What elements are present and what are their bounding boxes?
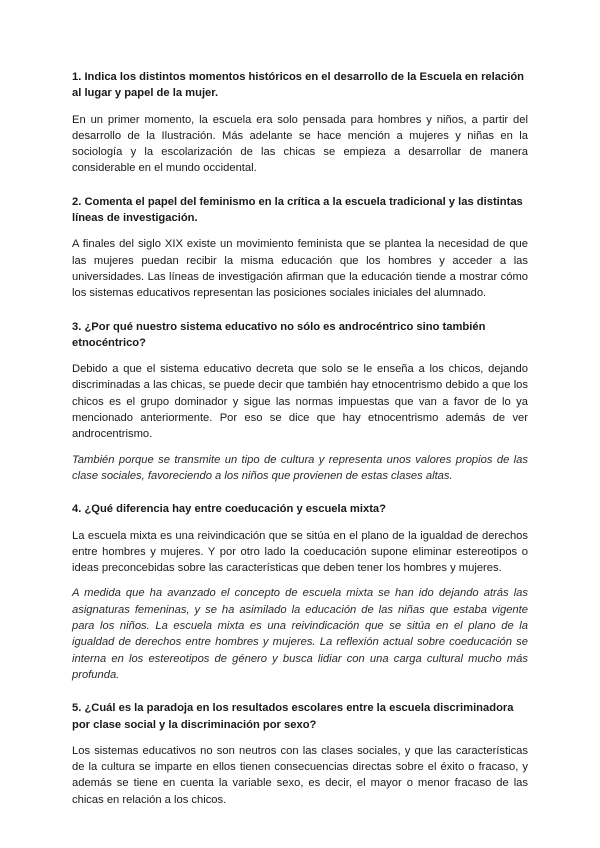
answer-paragraph: A finales del siglo XIX existe un movimiento feminista que se plantea la necesidad de que las mujeres puedan recibir la misma educación que los hombres y acceder a las universidades. Las líneas de investigación afirman que la educación tiende a mostrar cómo los sistemas educativos representan las posiciones sociales iniciales del alumnado.	[72, 238, 528, 300]
section-5	[72, 700, 528, 808]
question-heading: 3. ¿Por qué nuestro sistema educativo no sólo es androcéntrico sino también etnocéntrico?	[72, 320, 486, 349]
section-4	[72, 501, 528, 683]
section-3	[72, 319, 528, 485]
answer-note-italic: A medida que ha avanzado el concepto de escuela mixta se han ido dejando atrás las asignaturas femeninas, y se ha asimilado la educación de las niñas que estaba vigente para los niños. La escuela mixta es una reivindicación que se sitúa en el plano de la igualdad de derechos entre hombres y mujeres. La reflexión actual sobre coeducación se interna en los estereotipos de género y busca lidiar con una carga cultural mucho más profunda.	[72, 587, 528, 681]
question-heading: 2. Comenta el papel del feminismo en la crítica a la escuela tradicional y las distintas líneas de investigación.	[72, 195, 523, 225]
answer-paragraph: La escuela mixta es una reivindicación que se sitúa en el plano de la igualdad de derechos entre hombres y mujeres. Y por otro lado la coeducación supone eliminar estereotipos o ideas preconcebidas sobre las características que deben tener los hombres y mujeres.	[72, 529, 528, 575]
section-2	[72, 194, 528, 302]
answer-paragraph: Debido a que el sistema educativo decreta que solo se le enseña a los chicos, dejando discriminadas a las chicas, se puede decir que también hay etnocentrismo debido a que los chicos es el grupo dominador y sigue las normas impuestas que van a favor de lo ya mencionado anteriormente. Por eso se dice que hay etnocentrismo además de ver androcentrismo.	[72, 363, 528, 441]
question-heading: 4. ¿Qué diferencia hay entre coeducación y escuela mixta?	[72, 503, 386, 516]
question-heading: 5. ¿Cuál es la paradoja en los resultados escolares entre la escuela discriminadora por clase social y la discriminación por sexo?	[72, 702, 514, 731]
answer-note-italic: También porque se transmite un tipo de cultura y representa unos valores propios de las clase sociales, favoreciendo a los niños que provienen de estas clases altas.	[72, 453, 528, 482]
answer-paragraph: Los sistemas educativos no son neutros con las clases sociales, y que las características de la cultura se imparte en ellos tienen consecuencias directas sobre el éxito o fracaso, y además se tiene en cuenta la variable sexo, es decir, el mayor o menor fracaso de las chicas en relación a los chicos.	[72, 744, 528, 806]
question-heading: 1. Indica los distintos momentos históricos en el desarrollo de la Escuela en relación al lugar y papel de la mujer.	[72, 71, 524, 100]
answer-paragraph: En un primer momento, la escuela era solo pensada para hombres y niños, a partir del desarrollo de la Ilustración. Más adelante se hace mención a mujeres y niñas en la sociología y la escolarización de las chicas se empieza a desarrollar de manera considerable en el mundo occidental.	[72, 113, 528, 175]
section-1	[72, 69, 528, 177]
